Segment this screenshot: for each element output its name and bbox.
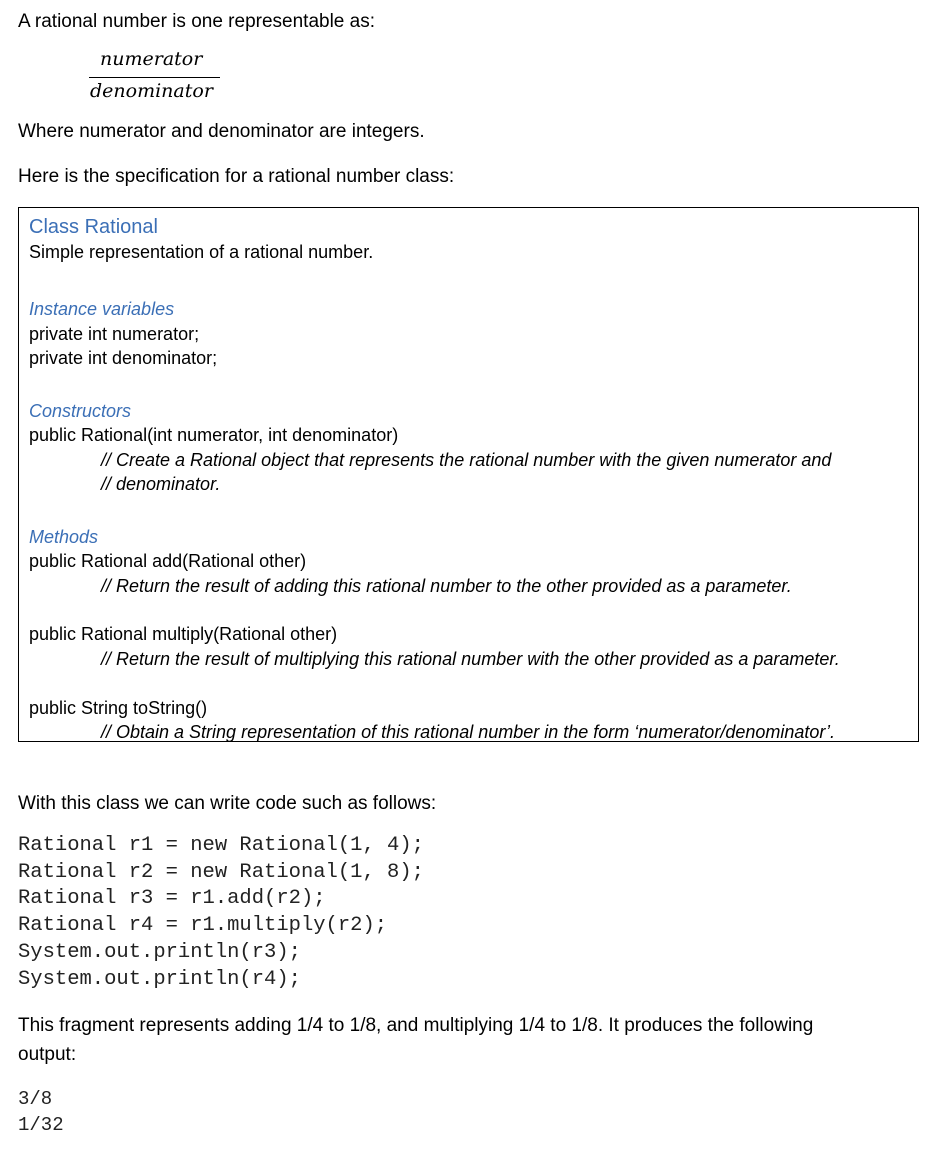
code-line: Rational r3 = r1.add(r2); bbox=[18, 887, 326, 911]
class-spec-box bbox=[18, 207, 919, 742]
output-block bbox=[18, 1086, 64, 1138]
method-add-comment: // Return the result of adding this rational number to the other provided as a parameter. bbox=[101, 576, 792, 596]
instance-variables-heading: Instance variables bbox=[29, 299, 175, 319]
class-title: Class Rational bbox=[29, 216, 158, 238]
output-line: 1/32 bbox=[18, 1114, 64, 1136]
intro-line-1: A rational number is one representable as: bbox=[18, 11, 375, 32]
method-multiply-comment: // Return the result of multiplying this rational number with the other provided as a parameter. bbox=[101, 649, 840, 669]
fraction-bar bbox=[89, 77, 220, 78]
fraction-numerator: numerator bbox=[100, 48, 203, 70]
code-block bbox=[18, 833, 424, 993]
class-description: Simple representation of a rational number. bbox=[29, 242, 374, 262]
methods-heading: Methods bbox=[29, 527, 99, 547]
code-line: System.out.println(r3); bbox=[18, 940, 301, 964]
intro-line-2: Where numerator and denominator are integers. bbox=[18, 121, 425, 142]
code-intro: With this class we can write code such as follows: bbox=[18, 793, 437, 814]
method-tostring-comment: // Obtain a String representation of this rational number in the form ‘numerator/denominator’. bbox=[101, 722, 836, 742]
intro-line-3: Here is the specification for a rational number class: bbox=[18, 166, 455, 187]
instance-var-denominator: private int denominator; bbox=[29, 348, 218, 368]
code-line: Rational r4 = r1.multiply(r2); bbox=[18, 914, 388, 938]
code-line: Rational r2 = new Rational(1, 8); bbox=[18, 860, 424, 884]
fraction-denominator: denominator bbox=[90, 80, 213, 102]
instance-var-numerator: private int numerator; bbox=[29, 324, 200, 344]
method-multiply-signature: public Rational multiply(Rational other) bbox=[29, 624, 338, 644]
code-line: Rational r1 = new Rational(1, 4); bbox=[18, 834, 424, 857]
constructor-signature: public Rational(int numerator, int denominator) bbox=[29, 425, 399, 445]
method-tostring-signature: public String toString() bbox=[29, 698, 208, 718]
constructors-heading: Constructors bbox=[29, 401, 132, 421]
output-line: 3/8 bbox=[18, 1088, 53, 1110]
constructor-comment-line-1: // Create a Rational object that represents the rational number with the given numerator and bbox=[101, 450, 832, 470]
method-add-signature: public Rational add(Rational other) bbox=[29, 551, 307, 571]
fragment-description-line-1: This fragment represents adding 1/4 to 1/8, and multiplying 1/4 to 1/8. It produces the following bbox=[18, 1015, 814, 1036]
constructor-comment-line-2: // denominator. bbox=[101, 474, 221, 494]
code-line: System.out.println(r4); bbox=[18, 967, 301, 991]
fragment-description-line-2: output: bbox=[18, 1044, 77, 1065]
